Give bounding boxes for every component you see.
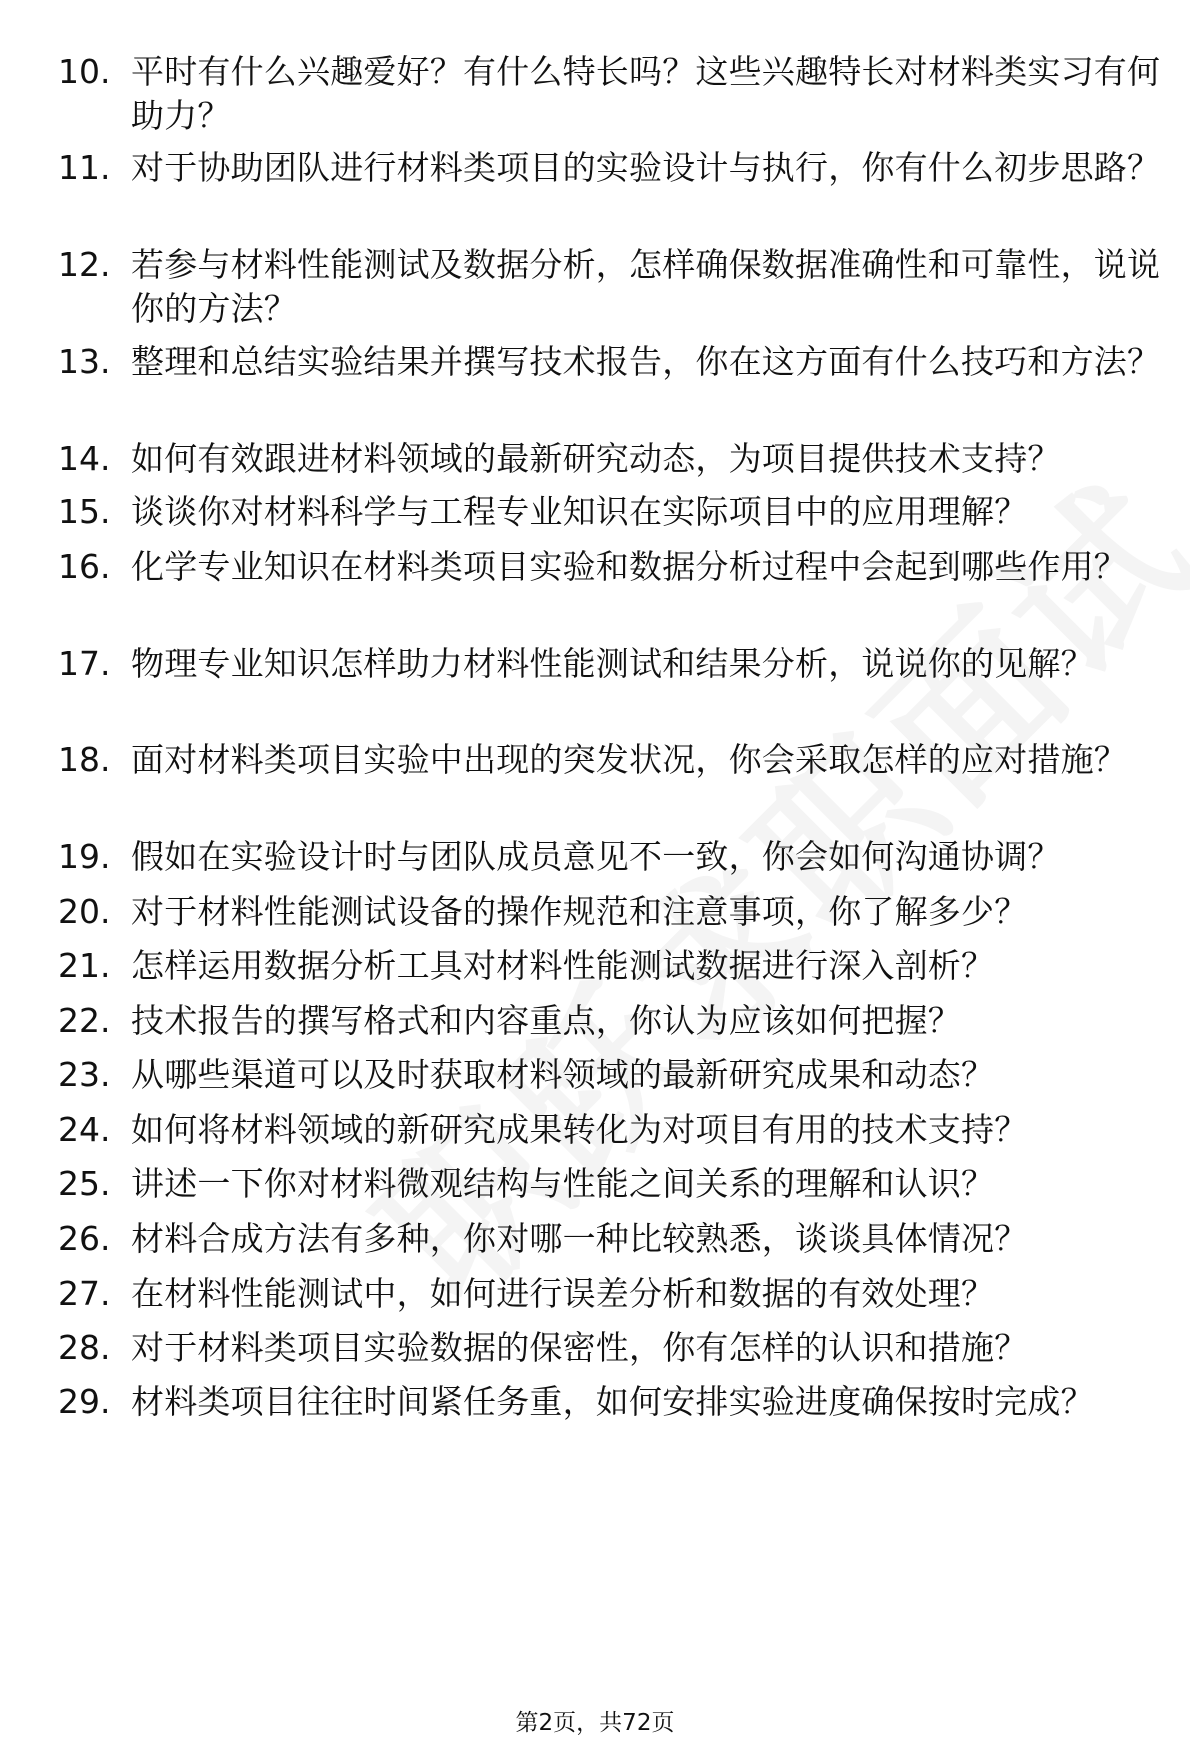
question-text: 整理和总结实验结果并撰写技术报告，你在这方面有什么技巧和方法？ (131, 342, 1161, 381)
question-text: 谈谈你对材料科学与工程专业知识在实际项目中的应用理解？ (131, 492, 1028, 531)
question-text: 物理专业知识怎样助力材料性能测试和结果分析，说说你的见解？ (131, 644, 1094, 683)
question-number: 22. (58, 1001, 111, 1040)
question-text: 在材料性能测试中，如何进行误差分析和数据的有效处理？ (131, 1274, 995, 1313)
question-text: 对于材料类项目实验数据的保密性，你有怎样的认识和措施？ (131, 1328, 1028, 1367)
question-text: 如何将材料领域的新研究成果转化为对项目有用的技术支持？ (131, 1110, 1028, 1149)
question-number: 13. (58, 342, 111, 381)
question-number: 19. (58, 837, 111, 876)
page-number: 第2页，共72页 (515, 1710, 675, 1736)
question-text: 讲述一下你对材料微观结构与性能之间关系的理解和认识？ (131, 1164, 995, 1203)
question-text: 对于材料性能测试设备的操作规范和注意事项，你了解多少？ (131, 892, 1028, 931)
question-text: 化学专业知识在材料类项目实验和数据分析过程中会起到哪些作用？ (131, 547, 1127, 586)
question-number: 16. (58, 547, 111, 586)
question-text: 材料类项目往往时间紧任务重，如何安排实验进度确保按时完成？ (131, 1382, 1094, 1421)
question-text: 面对材料类项目实验中出现的突发状况，你会采取怎样的应对措施？ (131, 740, 1127, 779)
question-number: 25. (58, 1164, 111, 1203)
question-number: 18. (58, 740, 111, 779)
question-number: 12. (58, 245, 111, 284)
question-text: 材料合成方法有多种，你对哪一种比较熟悉，谈谈具体情况？ (131, 1219, 1028, 1258)
question-number: 23. (58, 1055, 111, 1094)
question-number: 20. (58, 892, 111, 931)
question-text: 从哪些渠道可以及时获取材料领域的最新研究成果和动态？ (131, 1055, 995, 1094)
question-number: 24. (58, 1110, 111, 1149)
question-text: 对于协助团队进行材料类项目的实验设计与执行，你有什么初步思路？ (131, 148, 1161, 187)
question-number: 26. (58, 1219, 111, 1258)
question-number: 11. (58, 148, 111, 187)
question-text: 平时有什么兴趣爱好？有什么特长吗？这些兴趣特长对材料类实习有何助力？ (131, 52, 1161, 135)
question-text: 假如在实验设计时与团队成员意见不一致，你会如何沟通协调？ (131, 837, 1061, 876)
question-number: 28. (58, 1328, 111, 1367)
question-text: 如何有效跟进材料领域的最新研究动态，为项目提供技术支持？ (131, 439, 1061, 478)
question-text: 若参与材料性能测试及数据分析，怎样确保数据准确性和可靠性，说说你的方法？ (131, 245, 1161, 328)
question-number: 15. (58, 492, 111, 531)
question-text: 怎样运用数据分析工具对材料性能测试数据进行深入剖析？ (131, 946, 995, 985)
question-number: 14. (58, 439, 111, 478)
question-number: 10. (58, 52, 111, 91)
question-text: 技术报告的撰写格式和内容重点，你认为应该如何把握？ (131, 1001, 961, 1040)
page-footer (0, 1704, 1190, 1737)
question-number: 27. (58, 1274, 111, 1313)
question-number: 17. (58, 644, 111, 683)
question-number: 29. (58, 1382, 111, 1421)
question-number: 21. (58, 946, 111, 985)
